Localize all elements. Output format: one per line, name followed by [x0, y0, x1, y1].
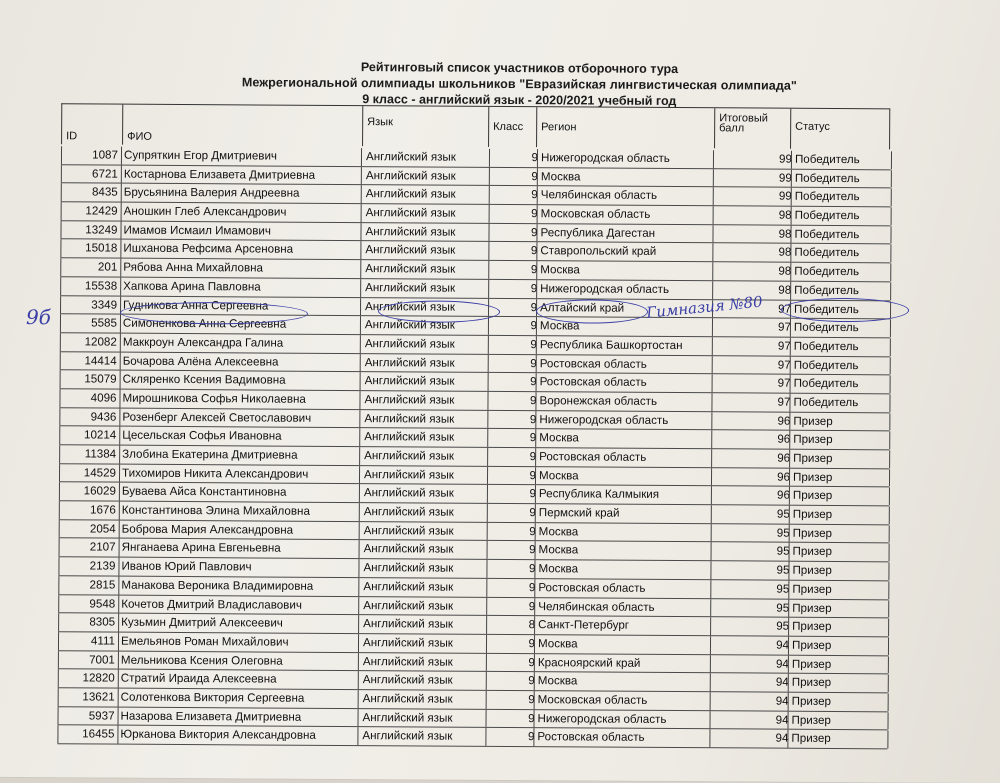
- cell-class: 9: [529, 487, 536, 501]
- cell-score: 97: [777, 376, 791, 390]
- cell-status: Победитель: [794, 171, 860, 185]
- cell-id: 2107: [89, 540, 116, 555]
- cell-id: 9436: [90, 410, 117, 424]
- cell-class: 9: [528, 637, 536, 651]
- cell-region: Москва: [537, 674, 578, 688]
- cell-name: Назарова Елизавета Дмитриевна: [120, 709, 302, 724]
- cell-score: 94: [775, 675, 789, 689]
- cell-name: Мирошникова Софья Николаевна: [122, 391, 306, 406]
- cell-language: Английский язык: [364, 449, 455, 463]
- cell-language: Английский язык: [365, 262, 456, 276]
- cell-name: Мельникова Ксения Олеговна: [120, 653, 283, 668]
- cell-score: 99: [779, 152, 793, 166]
- cell-language: Английский язык: [363, 579, 454, 594]
- cell-class: 9: [528, 711, 535, 725]
- cell-id: 12429: [85, 204, 118, 218]
- cell-score: 95: [776, 582, 790, 596]
- cell-status: Победитель: [793, 358, 859, 372]
- cell-region: Москва: [540, 263, 580, 277]
- table-header: [61, 103, 890, 149]
- cell-region: Нижегородская область: [537, 711, 667, 726]
- cell-name: Боброва Мария Александровна: [121, 522, 294, 537]
- cell-score: 95: [776, 563, 790, 577]
- cell-class: 9: [529, 412, 537, 426]
- cell-name: Ишханова Рефсима Арсеновна: [123, 242, 294, 257]
- cell-status: Победитель: [794, 264, 860, 279]
- cell-status: Призер: [791, 694, 832, 708]
- cell-status: Призер: [792, 619, 832, 634]
- cell-region: Республика Дагестан: [540, 225, 656, 240]
- cell-score: 96: [776, 489, 790, 503]
- cell-name: Маккроун Александра Галина: [122, 335, 284, 350]
- cell-name: Гудникова Анна Сергеевна: [123, 298, 269, 313]
- cell-score: 98: [778, 264, 792, 278]
- cell-language: Английский язык: [363, 598, 454, 613]
- cell-class: 9: [530, 375, 537, 389]
- cell-id: 2054: [89, 522, 116, 536]
- cell-id: 16455: [82, 727, 115, 741]
- cell-region: Москва: [538, 524, 579, 539]
- handwritten-margin-note: 9б: [25, 305, 52, 330]
- cell-status: Призер: [792, 601, 832, 615]
- cell-status: Победитель: [793, 395, 859, 410]
- title-line-1: Рейтинговый список участников отборочного тура: [360, 60, 679, 77]
- cell-class: 9: [530, 281, 538, 295]
- cell-language: Английский язык: [365, 206, 456, 220]
- cell-region: Челябинская область: [538, 599, 655, 614]
- cell-name: Буваева Айса Константиновна: [121, 485, 287, 500]
- cell-name: Злобина Екатерина Дмитриевна: [122, 447, 298, 462]
- cell-score: 95: [776, 601, 790, 615]
- cell-name: Хапкова Арина Павловна: [123, 279, 261, 294]
- cell-class: 9: [530, 263, 538, 277]
- cell-status: Призер: [791, 657, 832, 671]
- cell-score: 95: [776, 526, 790, 540]
- cell-name: Тихомиров Никита Александрович: [122, 466, 309, 481]
- cell-score: 98: [778, 227, 792, 241]
- cell-class: 9: [529, 524, 536, 538]
- cell-status: Победитель: [793, 339, 859, 354]
- cell-class: 9: [529, 468, 537, 482]
- cell-class: 8: [528, 618, 536, 632]
- cell-id: 12082: [84, 335, 117, 349]
- cell-id: 1087: [92, 148, 119, 162]
- cell-name: Костарнова Елизавета Дмитриевна: [123, 167, 316, 182]
- cell-region: Пермский край: [538, 506, 620, 520]
- cell-id: 10214: [83, 428, 117, 442]
- cell-language: Английский язык: [365, 243, 456, 258]
- cell-region: Ростовская область: [538, 580, 646, 595]
- cell-score: 97: [777, 395, 791, 409]
- cell-class: 9: [530, 319, 537, 333]
- cell-class: 9: [531, 225, 538, 239]
- cell-region: Алтайский край: [540, 300, 625, 315]
- cell-name: Бочарова Алёна Алексеевна: [122, 354, 279, 369]
- cell-class: 9: [530, 338, 537, 352]
- cell-score: 98: [778, 246, 792, 260]
- cell-class: 9: [529, 543, 536, 557]
- cell-status: Победитель: [793, 320, 859, 335]
- cell-score: 97: [778, 302, 792, 316]
- cell-region: Москва: [538, 543, 579, 557]
- cell-language: Английский язык: [365, 168, 456, 183]
- cell-id: 13621: [82, 690, 115, 704]
- cell-region: Ростовская область: [539, 375, 647, 390]
- cell-name: Константинова Элина Михайловна: [121, 503, 310, 518]
- cell-class: 9: [528, 655, 535, 669]
- title-line-2: Межрегиональной олимпиады школьников "Евразийская лингвистическая олимпиада": [241, 75, 798, 93]
- cell-language: Английский язык: [363, 523, 454, 538]
- header-region: Регион: [536, 107, 715, 148]
- cell-name: Янганаева Арина Евгеньевна: [121, 541, 281, 556]
- cell-language: Английский язык: [364, 355, 455, 370]
- cell-score: 94: [775, 657, 789, 671]
- cell-name: Иванов Юрий Павлович: [121, 559, 252, 574]
- cell-id: 7001: [89, 653, 115, 667]
- cell-id: 6721: [92, 167, 118, 181]
- cell-name: Рябова Анна Михайловна: [123, 260, 264, 275]
- cell-class: 9: [528, 674, 535, 688]
- cell-region: Челябинская область: [540, 188, 658, 203]
- cell-name: Скляренко Ксения Вадимовна: [122, 372, 286, 387]
- cell-score: 96: [777, 451, 791, 465]
- cell-language: Английский язык: [364, 393, 455, 407]
- cell-region: Санкт-Петербург: [538, 618, 630, 632]
- cell-region: Республика Башкортостан: [539, 338, 683, 352]
- cell-status: Призер: [792, 526, 833, 540]
- header-status: Статус: [790, 109, 889, 150]
- cell-score: 95: [776, 619, 790, 633]
- cell-score: 98: [778, 283, 792, 297]
- cell-id: 5585: [91, 316, 117, 330]
- cell-language: Английский язык: [365, 299, 455, 314]
- cell-language: Английский язык: [362, 710, 453, 725]
- cell-name: Солотенкова Виктория Сергеевна: [120, 690, 305, 705]
- cell-language: Английский язык: [364, 318, 455, 332]
- cell-language: Английский язык: [365, 150, 456, 164]
- cell-id: 8305: [89, 615, 116, 629]
- cell-score: 96: [777, 470, 791, 484]
- cell-id: 15538: [84, 279, 118, 293]
- cell-language: Английский язык: [364, 336, 455, 351]
- cell-language: Английский язык: [363, 617, 454, 631]
- cell-id: 15079: [84, 372, 117, 386]
- cell-name: Аношкин Глеб Александрович: [123, 204, 287, 219]
- header-class: Класс: [488, 107, 537, 147]
- cell-id: 5937: [88, 709, 115, 723]
- cell-status: Победитель: [794, 152, 860, 167]
- cell-score: 97: [777, 320, 791, 334]
- cell-region: Ростовская область: [539, 450, 647, 464]
- cell-language: Английский язык: [362, 729, 453, 743]
- cell-status: Победитель: [794, 302, 859, 316]
- cell-status: Призер: [793, 451, 833, 465]
- cell-name: Цесельская Софья Ивановна: [122, 428, 282, 443]
- cell-region: Москва: [538, 562, 579, 576]
- cell-language: Английский язык: [365, 187, 456, 202]
- cell-id: 14414: [84, 353, 117, 368]
- header-fio: ФИО: [122, 105, 363, 146]
- table-body: [57, 146, 891, 749]
- cell-score: 94: [775, 694, 789, 708]
- cell-name: Кузьмин Дмитрий Алексеевич: [121, 615, 283, 630]
- cell-status: Призер: [793, 433, 833, 447]
- cell-name: Симоненкова Анна Сергеевна: [122, 316, 287, 331]
- cell-language: Английский язык: [364, 374, 455, 388]
- cell-id: 4111: [90, 634, 116, 648]
- cell-region: Воронежская область: [539, 394, 658, 408]
- cell-id: 12820: [82, 671, 115, 685]
- cell-id: 8435: [91, 185, 118, 199]
- cell-language: Английский язык: [363, 467, 454, 482]
- cell-class: 9: [528, 562, 536, 576]
- header-lang: Язык: [362, 106, 489, 147]
- cell-class: 9: [528, 599, 536, 613]
- cell-id: 2139: [89, 559, 116, 573]
- cell-status: Победитель: [794, 283, 859, 297]
- cell-region: Москва: [537, 637, 578, 651]
- cell-name: Манакова Вероника Владимировна: [121, 578, 314, 593]
- cell-class: 9: [529, 394, 537, 408]
- cell-score: 98: [778, 208, 792, 222]
- cell-region: Нижегородская область: [540, 151, 670, 165]
- cell-id: 3349: [91, 297, 118, 312]
- cell-language: Английский язык: [362, 673, 453, 687]
- cell-class: 9: [530, 300, 538, 314]
- cell-status: Призер: [791, 675, 832, 690]
- cell-name: Кочетов Дмитрий Владиславович: [121, 597, 302, 612]
- cell-class: 9: [530, 244, 538, 258]
- cell-class: 9: [529, 506, 536, 520]
- cell-name: Супряткин Егор Дмитриевич: [123, 148, 278, 163]
- cell-class: 9: [528, 580, 536, 594]
- cell-class: 9: [528, 693, 535, 707]
- cell-class: 9: [527, 730, 535, 744]
- cell-id: 4096: [90, 391, 117, 405]
- cell-score: 94: [775, 713, 789, 727]
- cell-score: 99: [778, 190, 792, 204]
- cell-language: Английский язык: [362, 654, 453, 669]
- cell-language: Английский язык: [363, 486, 454, 501]
- cell-status: Победитель: [794, 227, 860, 241]
- cell-language: Английский язык: [365, 280, 456, 295]
- title-line-3: 9 класс - английский язык - 2020/2021 учебный год: [362, 92, 677, 109]
- cell-id: 13249: [85, 223, 118, 237]
- table-row: [57, 726, 887, 750]
- cell-id: 11384: [84, 447, 117, 461]
- cell-name: Розенберг Алексей Светославович: [122, 410, 312, 425]
- cell-id: 2815: [89, 578, 116, 592]
- cell-region: Москва: [539, 431, 579, 445]
- cell-status: Призер: [792, 507, 833, 522]
- cell-status: Победитель: [794, 190, 860, 204]
- cell-region: Ростовская область: [537, 730, 645, 745]
- cell-language: Английский язык: [363, 542, 454, 557]
- cell-name: Имамов Исмаил Имамович: [123, 223, 271, 238]
- cell-region: Москва: [540, 169, 581, 184]
- cell-region: Красноярский край: [537, 655, 641, 670]
- cell-status: Победитель: [794, 246, 860, 260]
- cell-class: 9: [531, 151, 539, 165]
- cell-class: 9: [530, 356, 537, 370]
- cell-language: Английский язык: [364, 411, 455, 426]
- cell-name: Емельянов Роман Михайлович: [120, 634, 289, 649]
- document-titles: [199, 58, 839, 110]
- cell-status: Призер: [792, 582, 832, 596]
- cell-region: Нижегородская область: [540, 282, 670, 296]
- cell-region: Ставропольский край: [540, 244, 657, 259]
- cell-status: Победитель: [794, 208, 860, 223]
- cell-class: 9: [529, 431, 537, 445]
- cell-score: 94: [776, 638, 790, 652]
- cell-status: Призер: [791, 713, 831, 727]
- cell-id: 9548: [89, 596, 116, 611]
- cell-status: Призер: [792, 470, 833, 484]
- cell-language: Английский язык: [364, 430, 455, 444]
- cell-status: Призер: [791, 732, 831, 746]
- cell-status: Призер: [793, 414, 833, 428]
- handwritten-school-note: Гимназия №80: [645, 292, 764, 322]
- cell-status: Призер: [791, 638, 832, 652]
- cell-score: 94: [775, 731, 789, 746]
- cell-region: Республика Калмыкия: [538, 487, 660, 502]
- cell-score: 99: [778, 171, 792, 185]
- cell-score: 95: [776, 507, 790, 521]
- cell-region: Московская область: [537, 693, 648, 707]
- cell-status: Призер: [792, 545, 832, 559]
- cell-id: 1676: [89, 503, 116, 517]
- cell-name: Брусьянина Валерия Андреевна: [123, 186, 300, 201]
- cell-language: Английский язык: [363, 561, 454, 575]
- cell-status: Призер: [792, 489, 833, 503]
- cell-id: 201: [97, 260, 118, 274]
- cell-language: Английский язык: [365, 224, 456, 239]
- cell-id: 16029: [83, 484, 116, 498]
- cell-score: 96: [777, 432, 791, 447]
- cell-region: Нижегородская область: [539, 412, 669, 427]
- cell-name: Стратий Ираида Алексеевна: [120, 671, 277, 686]
- cell-language: Английский язык: [362, 692, 453, 706]
- cell-score: 97: [777, 358, 791, 372]
- cell-region: Москва: [538, 468, 579, 483]
- cell-score: 96: [777, 414, 791, 428]
- cell-name: Юрканова Виктория Александровна: [120, 727, 316, 743]
- cell-id: 15018: [85, 241, 118, 256]
- cell-status: Призер: [792, 563, 832, 578]
- cell-language: Английский язык: [362, 635, 453, 650]
- cell-class: 9: [529, 450, 537, 464]
- cell-class: 9: [531, 169, 538, 183]
- cell-id: 14529: [83, 466, 117, 480]
- cell-class: 9: [531, 207, 538, 221]
- cell-language: Английский язык: [363, 505, 454, 519]
- cell-class: 9: [531, 188, 538, 202]
- cell-region: Ростовская область: [539, 356, 647, 371]
- header-id: ID: [66, 130, 78, 143]
- cell-region: Москва: [539, 319, 580, 333]
- cell-status: Победитель: [793, 376, 859, 391]
- header-score: Итоговый балл: [714, 108, 791, 148]
- cell-score: 95: [776, 545, 790, 559]
- cell-score: 97: [777, 339, 791, 353]
- cell-region: Московская область: [540, 207, 651, 221]
